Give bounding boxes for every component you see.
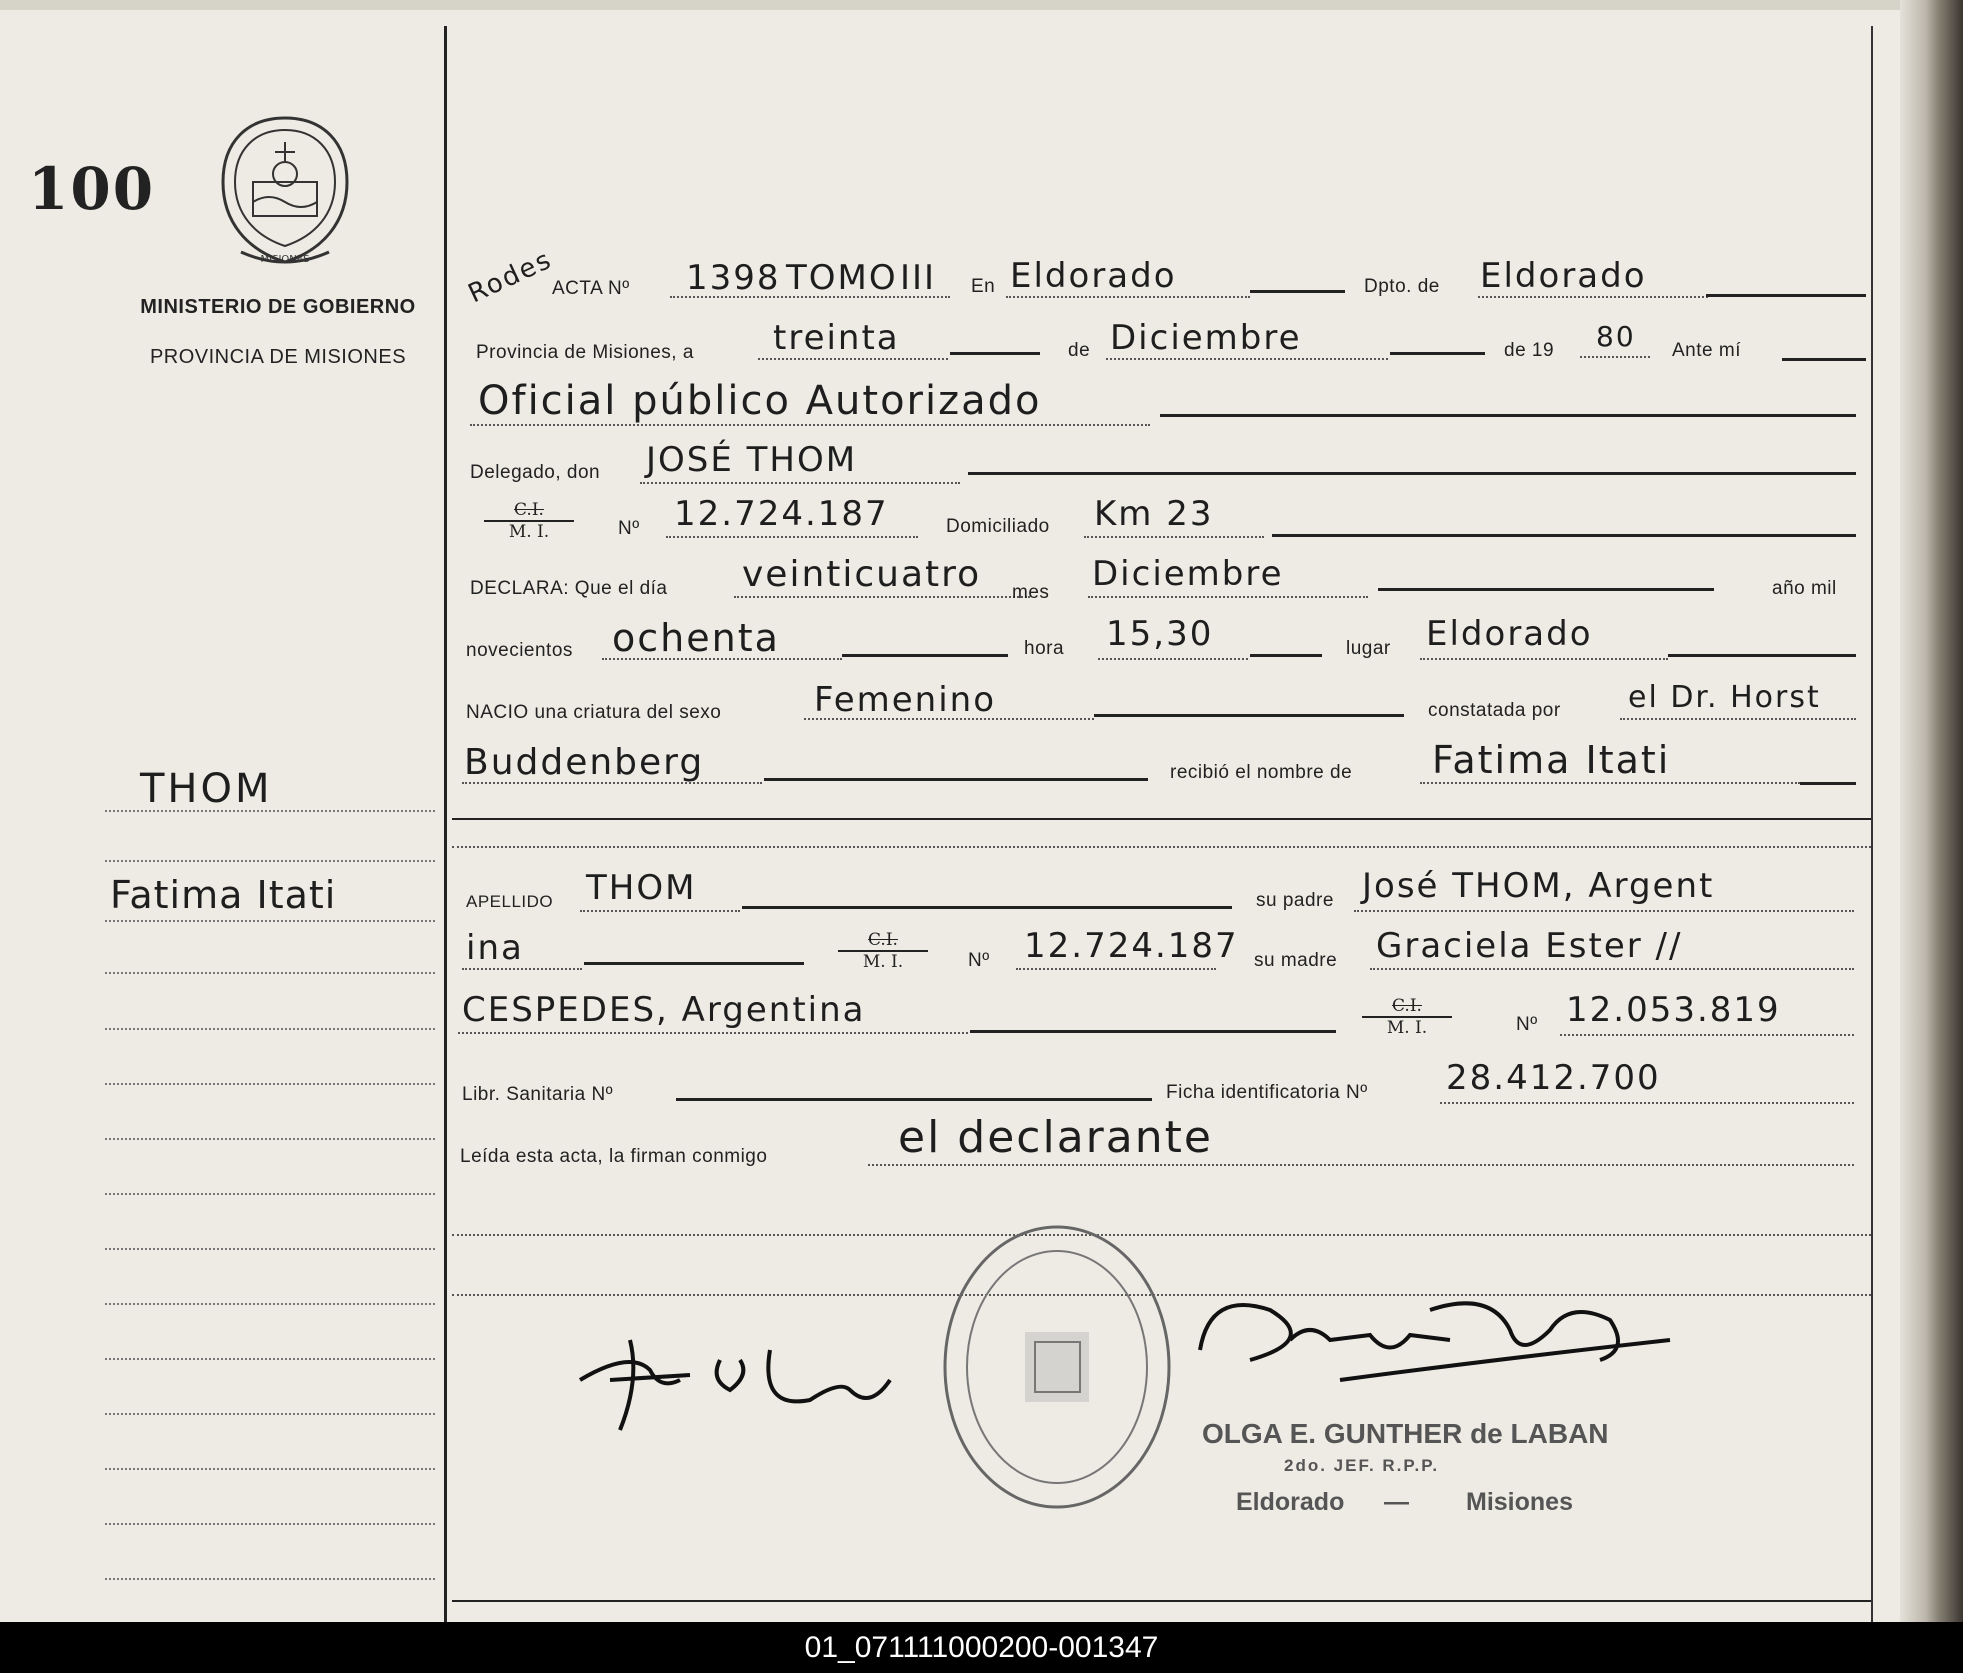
tomo-label: TOMO (786, 258, 898, 298)
fill-line (1250, 654, 1322, 657)
ministry-heading: MINISTERIO DE GOBIERNO (140, 296, 416, 318)
fill-line (758, 358, 948, 360)
margin-ruled-line (105, 920, 435, 922)
hora-value: 15,30 (1106, 614, 1214, 654)
domicilio-label: Domiciliado (946, 516, 1050, 537)
declara-label: DECLARA: Que el día (470, 578, 668, 599)
apellido-label: APELLIDO (466, 892, 554, 911)
fill-line (676, 1098, 1152, 1101)
padre-nat-cont: ina (466, 928, 524, 968)
fill-line (734, 596, 1030, 598)
recibio-label: recibió el nombre de (1170, 762, 1353, 783)
margin-ruled-line (105, 1193, 435, 1195)
province-heading: PROVINCIA DE MISIONES (149, 346, 407, 368)
fill-line (1006, 296, 1250, 298)
nro-label: Nº (968, 950, 990, 971)
margin-ruled-line (105, 1358, 435, 1360)
en-value: Eldorado (1010, 256, 1177, 296)
fill-line (1560, 1034, 1854, 1036)
ci-mi-label (484, 500, 574, 542)
fill-line (458, 1032, 968, 1034)
fill-line (452, 846, 1871, 848)
margin-ruled-line (105, 1083, 435, 1085)
ante-label: Ante mí (1672, 340, 1741, 361)
official-province: Misiones (1466, 1488, 1573, 1516)
image-id-footer: 01_071111000200-001347 (0, 1622, 1963, 1673)
delegado-value: JOSÉ THOM (646, 440, 858, 480)
nro-label: Nº (1516, 1014, 1538, 1035)
constatada-value: el Dr. Horst (1628, 680, 1821, 715)
column-divider-left (444, 26, 447, 1622)
sexo-value: Femenino (814, 680, 996, 720)
fill-line (1580, 356, 1650, 358)
fill-line (1782, 358, 1866, 361)
margin-ruled-line (105, 1303, 435, 1305)
province-seal-icon (213, 112, 357, 272)
apellido-value: THOM (586, 868, 697, 908)
page-top-edge (0, 0, 1963, 10)
fill-line (804, 718, 1094, 720)
padre-label: su padre (1256, 890, 1334, 911)
fill-line (1478, 296, 1708, 298)
ci-mi-label-padre (838, 930, 928, 972)
fill-line (950, 352, 1040, 355)
fill-line (1354, 910, 1854, 912)
constatada-value-cont: Buddenberg (464, 742, 705, 783)
page-number: 100 (28, 155, 156, 223)
fill-line (1272, 534, 1856, 537)
fill-line (602, 658, 842, 660)
margin-given-names: Fatima Itati (110, 873, 337, 917)
official-signature-icon (1190, 1280, 1710, 1410)
margin-ruled-line (105, 972, 435, 974)
official-name: OLGA E. GUNTHER de LABAN (1202, 1418, 1609, 1449)
fill-line (868, 1164, 1854, 1166)
nombre-value: Fatima Itati (1432, 738, 1671, 782)
madre-value: Graciela Ester // (1376, 926, 1683, 966)
month: Diciembre (1110, 318, 1302, 358)
fill-line (640, 482, 960, 484)
delegado-id: 12.724.187 (674, 494, 889, 534)
mes-label: mes (1012, 582, 1050, 603)
mi-label: M. I. (838, 950, 928, 972)
ci-label: C.I. (514, 500, 544, 520)
fill-line (1420, 658, 1668, 660)
fill-line (1706, 294, 1866, 297)
fill-line (1370, 968, 1854, 970)
fill-line (1420, 782, 1800, 784)
fill-line (1094, 714, 1404, 717)
tomo-value: III (900, 258, 937, 298)
fill-line (1088, 596, 1368, 598)
birth-month: Diciembre (1092, 554, 1284, 594)
margin-ruled-line (105, 1578, 435, 1580)
fill-line (970, 1030, 1336, 1033)
margin-ruled-line (105, 1523, 435, 1525)
margin-surname: THOM (140, 766, 273, 812)
fill-line (1098, 658, 1248, 660)
margin-annotation: Rodes (463, 244, 558, 310)
leida-label: Leída esta acta, la firman conmigo (460, 1146, 768, 1167)
dpto-value: Eldorado (1480, 256, 1647, 296)
day-words: treinta (773, 318, 900, 358)
svg-text:MISIONES: MISIONES (260, 254, 310, 265)
ficha-value: 28.412.700 (1446, 1058, 1661, 1098)
book-binding-edge (1900, 0, 1963, 1622)
birth-year-words: ochenta (612, 616, 780, 660)
fill-line (580, 910, 740, 912)
leida-value: el declarante (898, 1112, 1213, 1163)
ci-label: C.I. (1392, 996, 1422, 1016)
ficha-label: Ficha identificatoria Nº (1166, 1082, 1368, 1103)
delegado-label: Delegado, don (470, 462, 601, 483)
fill-line (1668, 654, 1856, 657)
ci-mi-label-madre (1362, 996, 1452, 1038)
fill-line (742, 906, 1232, 909)
fill-line (462, 782, 762, 784)
anio-label: año mil (1772, 578, 1837, 599)
lugar-value: Eldorado (1426, 614, 1593, 654)
fill-line (842, 654, 1008, 657)
fill-line (1378, 588, 1714, 591)
de-label: de (1068, 340, 1091, 361)
margin-ruled-line (105, 1028, 435, 1030)
fill-line (1084, 536, 1264, 538)
fill-line (1800, 782, 1856, 785)
mi-label: M. I. (484, 520, 574, 542)
official-place: Eldorado (1236, 1488, 1345, 1516)
nro-label: Nº (618, 518, 640, 539)
fill-line (1016, 968, 1216, 970)
en-label: En (971, 276, 996, 297)
fill-line (764, 778, 1148, 781)
ci-label: C.I. (868, 930, 898, 950)
registry-stamp-icon (940, 1222, 1175, 1512)
fill-line (1160, 414, 1856, 417)
novecientos-label: novecientos (466, 640, 573, 661)
margin-ruled-line (105, 1413, 435, 1415)
padre-id: 12.724.187 (1024, 926, 1239, 966)
fill-line (1250, 290, 1345, 293)
fill-line (470, 424, 1150, 426)
fill-line (968, 472, 1856, 475)
lugar-label: lugar (1346, 638, 1391, 659)
margin-ruled-line (105, 1138, 435, 1140)
mi-label: M. I. (1362, 1016, 1452, 1038)
acta-number: 1398 (686, 258, 781, 298)
dpto-label: Dpto. de (1364, 276, 1440, 297)
provincia-label: Provincia de Misiones, a (476, 342, 694, 363)
domicilio-value: Km 23 (1094, 494, 1214, 534)
madre-label: su madre (1254, 950, 1338, 971)
constatada-label: constatada por (1428, 700, 1561, 721)
birth-day-words: veinticuatro (742, 554, 982, 595)
bottom-divider (452, 1600, 1871, 1602)
margin-ruled-line (105, 1248, 435, 1250)
padre-value: José THOM, Argent (1362, 866, 1715, 906)
column-divider-right (1871, 26, 1873, 1622)
fill-line (584, 962, 804, 965)
official-title: 2do. JEF. R.P.P. (1284, 1456, 1440, 1475)
section-divider (452, 818, 1871, 820)
fill-line (1620, 718, 1856, 720)
hora-label: hora (1024, 638, 1065, 659)
year-suffix: 80 (1596, 320, 1636, 353)
declarant-signature-icon (570, 1320, 920, 1440)
official-title: Oficial público Autorizado (478, 378, 1042, 424)
margin-ruled-line (105, 1468, 435, 1470)
fill-line (1390, 352, 1485, 355)
fill-line (666, 536, 918, 538)
fill-line (462, 968, 582, 970)
place-separator: — (1384, 1488, 1409, 1516)
libreta-label: Libr. Sanitaria Nº (462, 1084, 614, 1105)
madre-id: 12.053.819 (1566, 990, 1781, 1030)
fill-line (1106, 358, 1388, 360)
margin-ruled-line (105, 860, 435, 862)
acta-label: ACTA Nº (552, 278, 630, 299)
year-prefix: de 19 (1504, 340, 1555, 361)
nacio-label: NACIO una criatura del sexo (466, 702, 722, 723)
fill-line (1440, 1102, 1854, 1104)
madre-cont: CESPEDES, Argentina (462, 990, 866, 1030)
